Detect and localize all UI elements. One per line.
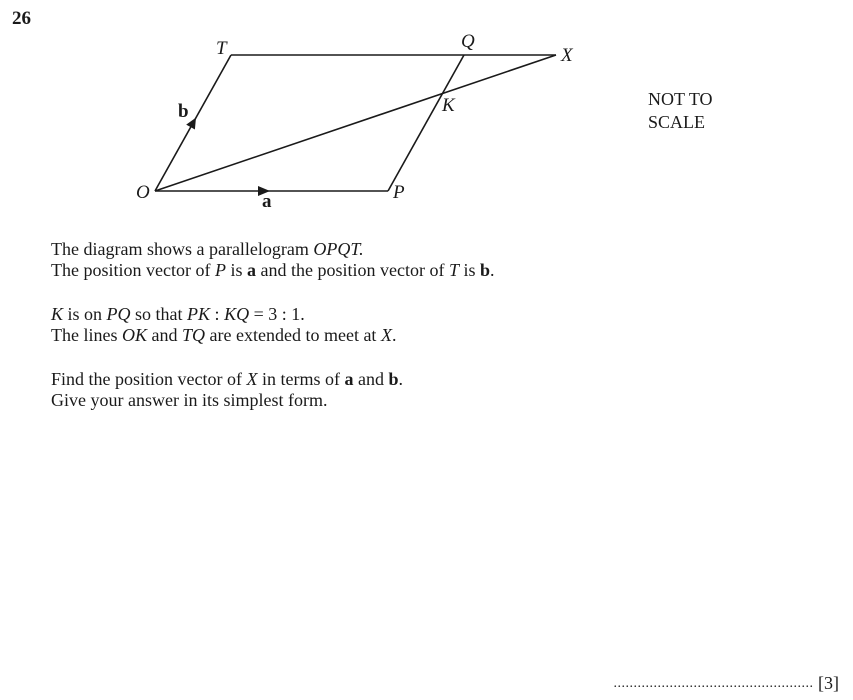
question-number: 26	[12, 8, 31, 29]
answer-dots[interactable]: ..................................................	[613, 676, 814, 691]
label-k: K	[442, 95, 455, 116]
label-vector-a: a	[262, 191, 272, 212]
task-line-1: Find the position vector of X in terms of a and b.	[51, 369, 403, 389]
not-to-scale-line-2: SCALE	[648, 112, 706, 132]
label-x: X	[561, 45, 573, 66]
conditions-paragraph	[51, 304, 396, 346]
side-pq	[388, 55, 464, 191]
conditions-line-2: The lines OK and TQ are extended to meet at X.	[51, 325, 397, 345]
not-to-scale-line-1: NOT TO	[648, 89, 713, 109]
task-line-2: Give your answer in its simplest form.	[51, 390, 328, 410]
parallelogram-diagram	[0, 0, 640, 220]
label-p: P	[393, 182, 405, 203]
intro-paragraph	[51, 239, 495, 281]
label-t: T	[216, 38, 227, 59]
label-o: O	[136, 182, 150, 203]
not-to-scale-note	[648, 88, 713, 134]
label-vector-b: b	[178, 101, 189, 122]
intro-line-2: The position vector of P is a and the position vector of T is b.	[51, 260, 495, 280]
marks-label: [3]	[818, 673, 839, 693]
answer-line[interactable]	[614, 673, 840, 694]
conditions-line-1: K is on PQ so that PK : KQ = 3 : 1.	[51, 304, 305, 324]
task-paragraph	[51, 369, 403, 411]
label-q: Q	[461, 31, 475, 52]
intro-line-1: The diagram shows a parallelogram OPQT.	[51, 239, 364, 259]
line-ox	[155, 55, 556, 191]
